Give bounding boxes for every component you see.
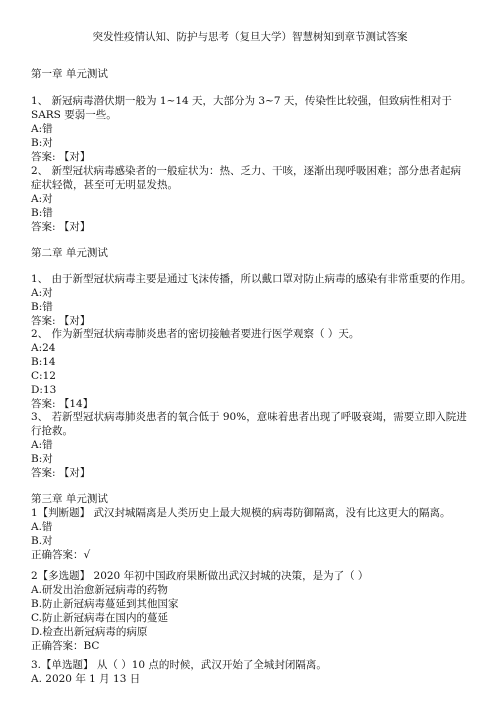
question-stem: 2、 作为新型冠状病毒肺炎患者的密切接触者要进行医学观察（ ）天。 bbox=[31, 328, 360, 340]
question-answer: 正确答案：√ bbox=[31, 549, 91, 561]
question-option: B:对 bbox=[31, 137, 53, 149]
question-stem: 1、 新冠病毒潜伏期一般为 1~14 天，大部分为 3~7 天，传染性比较强，但致病性相对于 SARS 要弱一些。 bbox=[31, 95, 452, 121]
question-option: A.错 bbox=[31, 521, 53, 533]
question-answer: 答案: 【14】 bbox=[31, 398, 94, 410]
chapter-heading: 第一章 单元测试 bbox=[31, 68, 108, 80]
question-option: B:对 bbox=[31, 453, 53, 465]
question-option: B:错 bbox=[31, 207, 53, 219]
question-option: A. 2020 年 1 月 13 日 bbox=[31, 673, 141, 685]
question-option: B:错 bbox=[31, 301, 53, 313]
question-answer: 答案: 【对】 bbox=[31, 221, 91, 233]
question-answer: 答案: 【对】 bbox=[31, 467, 91, 479]
question-stem: 1【判断题】 武汉封城隔离是人类历史上最大规模的病毒防御隔离，没有比这更大的隔离。 bbox=[31, 507, 451, 519]
question-option: D.检查出新冠病毒的病原 bbox=[31, 626, 148, 638]
chapter-heading: 第二章 单元测试 bbox=[31, 247, 108, 259]
question-option: C.防止新冠病毒在国内的蔓延 bbox=[31, 612, 168, 624]
question-option: B.防止新冠病毒蔓延到其他国家 bbox=[31, 598, 179, 610]
question-answer: 正确答案：BC bbox=[31, 640, 100, 652]
question-stem: 2、 新型冠状病毒感染者的一般症状为：热、乏力、干咳，逐渐出现呼吸困难；部分患者起病症状轻微，甚至可无明显发热。 bbox=[31, 165, 462, 191]
question-answer: 答案: 【对】 bbox=[31, 315, 91, 327]
question-option: B:14 bbox=[31, 356, 56, 368]
question-stem: 1、 由于新型冠状病毒主要是通过飞沫传播，所以戴口罩对防止病毒的感染有非常重要的作用。 bbox=[31, 273, 472, 285]
question-option: A:错 bbox=[31, 123, 53, 135]
question-option: A:对 bbox=[31, 193, 53, 205]
question-stem: 2【多选题】 2020 年初中国政府果断做出武汉封城的决策，是为了（ ） bbox=[31, 570, 369, 582]
document-title: 突发性疫情认知、防护与思考（复旦大学）智慧树知到章节测试答案 bbox=[92, 31, 408, 43]
question-stem: 3、 若新型冠状病毒肺炎患者的氧合低于 90%，意味着患者出现了呼吸衰竭，需要立即入院进行抢救。 bbox=[31, 411, 467, 437]
question-option: A:24 bbox=[31, 342, 56, 354]
question-option: B.对 bbox=[31, 535, 53, 547]
question-answer: 答案: 【对】 bbox=[31, 151, 91, 163]
question-option: A.研发出治愈新冠病毒的药物 bbox=[31, 584, 168, 596]
question-option: A:错 bbox=[31, 439, 53, 451]
question-option: D:13 bbox=[31, 384, 57, 396]
chapter-heading: 第三章 单元测试 bbox=[31, 493, 108, 505]
question-stem: 3.【单选题】 从（ ）10 点的时候，武汉开始了全城封闭隔离。 bbox=[31, 659, 327, 671]
question-option: A:对 bbox=[31, 287, 53, 299]
question-option: C:12 bbox=[31, 370, 56, 382]
